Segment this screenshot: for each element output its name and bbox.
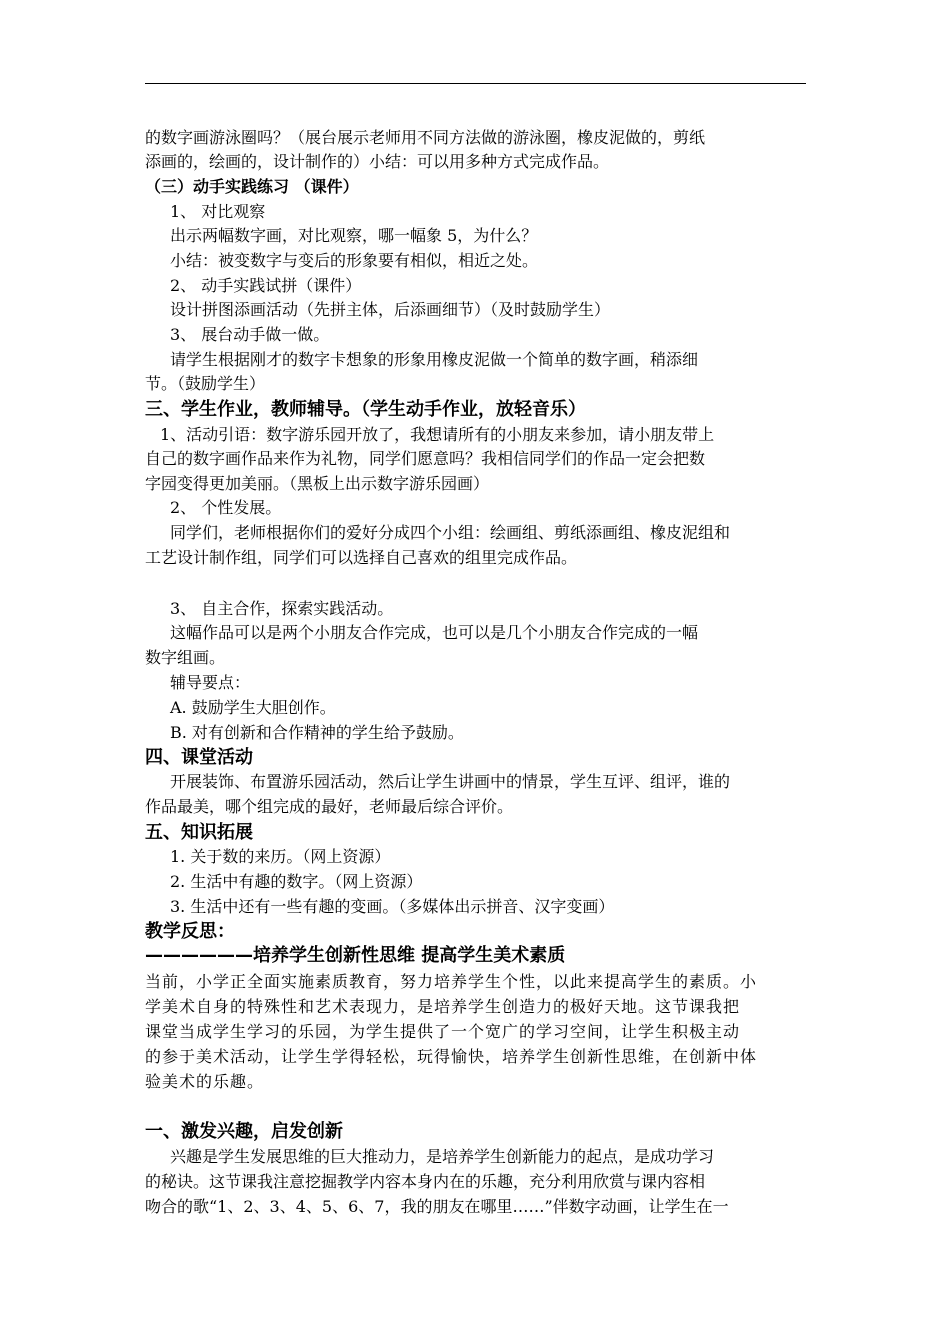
section-heading: 一、激发兴趣，启发创新 — [145, 1121, 343, 1142]
list-item: 1. 关于数的来历。（网上资源） — [170, 847, 391, 866]
paragraph-line: 工艺设计制作组，同学们可以选择自己喜欢的组里完成作品。 — [145, 548, 578, 567]
paragraph-line: 验美术的乐趣。 — [145, 1072, 265, 1091]
paragraph-line: 小结：被变数字与变后的形象要有相似，相近之处。 — [170, 251, 539, 270]
list-item: 2、 动手实践试拼（课件） — [170, 276, 362, 295]
list-item: 3、 自主合作，探索实践活动。 — [170, 599, 394, 618]
paragraph-line: 的参于美术活动，让学生学得轻松，玩得愉快，培养学生创新性思维，在创新中体 — [145, 1047, 758, 1066]
paragraph-line: 同学们，老师根据你们的爱好分成四个小组：绘画组、剪纸添画组、橡皮泥组和 — [170, 523, 731, 542]
section-heading: 教学反思： — [145, 921, 235, 942]
section-heading: 四、课堂活动 — [145, 747, 253, 768]
list-item: A. 鼓励学生大胆创作。 — [170, 698, 336, 717]
paragraph-line: 这幅作品可以是两个小朋友合作完成，也可以是几个小朋友合作完成的一幅 — [170, 623, 699, 642]
paragraph-line: 兴趣是学生发展思维的巨大推动力，是培养学生创新能力的起点，是成功学习 — [170, 1147, 715, 1166]
list-item: 1、 对比观察 — [170, 202, 266, 221]
paragraph-line: 出示两幅数字画，对比观察，哪一幅象 5，为什么？ — [170, 226, 538, 245]
header-rule — [145, 83, 806, 84]
paragraph-line: 课堂当成学生学习的乐园，为学生提供了一个宽广的学习空间，让学生积极主动 — [145, 1022, 741, 1041]
list-item: 2、 个性发展。 — [170, 498, 282, 517]
paragraph-line: 开展装饰、布置游乐园活动，然后让学生讲画中的情景，学生互评、组评，谁的 — [170, 772, 731, 791]
paragraph-line: 添画的，绘画的，设计制作的）小结：可以用多种方式完成作品。 — [145, 152, 610, 171]
paragraph-line: 学美术自身的特殊性和艺术表现力，是培养学生创造力的极好天地。这节课我把 — [145, 997, 741, 1016]
list-item: B. 对有创新和合作精神的学生给予鼓励。 — [170, 723, 464, 742]
paragraph-line: 的秘诀。这节课我注意挖掘教学内容本身内在的乐趣，充分利用欣赏与课内容相 — [145, 1172, 706, 1191]
reflection-subtitle: ——————培养学生创新性思维 提高学生美术素质 — [145, 945, 566, 966]
paragraph-line: 设计拼图添画活动（先拼主体，后添画细节）（及时鼓励学生） — [170, 300, 611, 319]
paragraph-line: 1、活动引语：数字游乐园开放了，我想请所有的小朋友来参加，请小朋友带上 — [160, 425, 715, 444]
paragraph-line: 当前，小学正全面实施素质教育，努力培养学生个性，以此来提高学生的素质。小 — [145, 972, 758, 991]
paragraph-line: 的数字画游泳圈吗？（展台展示老师用不同方法做的游泳圈，橡皮泥做的，剪纸 — [145, 128, 706, 147]
paragraph-line: 字园变得更加美丽。（黑板上出示数字游乐园画） — [145, 474, 490, 493]
list-item: 3. 生活中还有一些有趣的变画。（多媒体出示拼音、汉字变画） — [170, 897, 615, 916]
paragraph-line: 辅导要点： — [170, 673, 251, 692]
paragraph-line: 数字组画。 — [145, 648, 226, 667]
section-heading: （三）动手实践练习 （课件） — [145, 177, 359, 196]
section-heading: 五、知识拓展 — [145, 822, 253, 843]
paragraph-line: 作品最美，哪个组完成的最好，老师最后综合评价。 — [145, 797, 514, 816]
list-item: 2. 生活中有趣的数字。（网上资源） — [170, 872, 423, 891]
paragraph-line: 请学生根据刚才的数字卡想象的形象用橡皮泥做一个简单的数字画，稍添细 — [170, 350, 699, 369]
section-heading: 三、学生作业，教师辅导。（学生动手作业，放轻音乐） — [145, 399, 586, 420]
paragraph-line: 节。（鼓励学生） — [145, 374, 266, 393]
list-item: 3、 展台动手做一做。 — [170, 325, 330, 344]
paragraph-line: 吻合的歌“1、2、3、4、5、6、7，我的朋友在哪里……”伴数字动画，让学生在一 — [145, 1197, 729, 1216]
paragraph-line: 自己的数字画作品来作为礼物，同学们愿意吗？我相信同学们的作品一定会把数 — [145, 449, 706, 468]
